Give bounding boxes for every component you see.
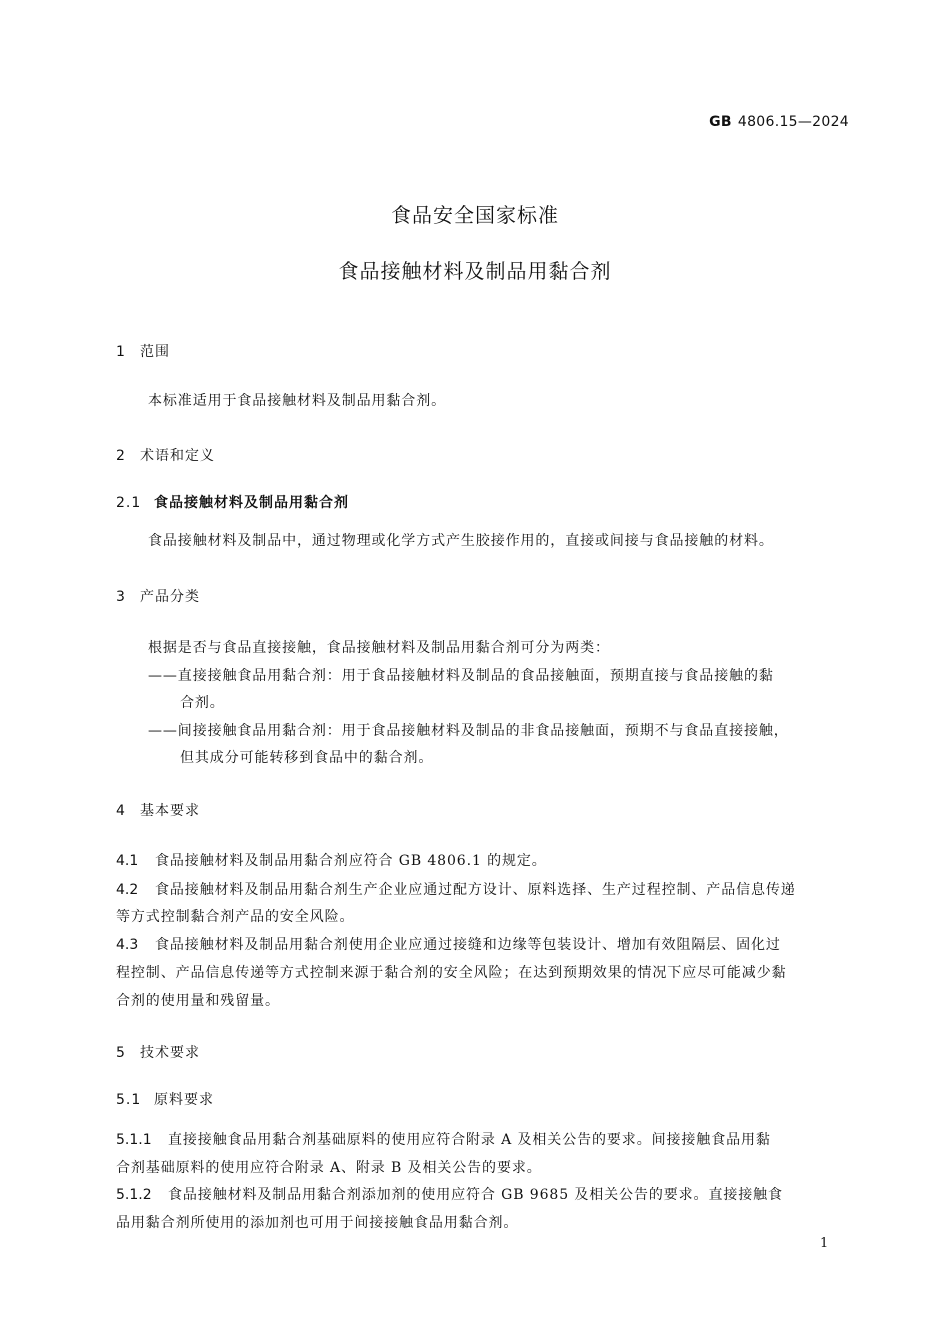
section-number: 2: [116, 448, 126, 464]
clause-5-1-1-line-2: 合剂基础原料的使用应符合附录 A、附录 B 及相关公告的要求。: [116, 1160, 542, 1176]
section-2-heading: [116, 445, 215, 465]
section-1-body: 本标准适用于食品接触材料及制品用黏合剂。: [148, 393, 446, 409]
section-number: 3: [116, 589, 126, 605]
section-number: 4: [116, 803, 126, 819]
standard-number: [709, 114, 849, 130]
section-title: 技术要求: [140, 1045, 200, 1061]
clause-4-3-line-2: 程控制、产品信息传递等方式控制来源于黏合剂的安全风险；在达到预期效果的情况下应尽可能减少黏: [116, 965, 787, 981]
section-title: 术语和定义: [140, 448, 215, 464]
clause-text: 直接接触食品用黏合剂基础原料的使用应符合附录 A 及相关公告的要求。间接接触食品用黏: [168, 1132, 771, 1148]
clause-text: 食品接触材料及制品用黏合剂使用企业应通过接缝和边缘等包装设计、增加有效阻隔层、固化过: [155, 937, 781, 953]
clause-text: 食品接触材料及制品用黏合剂生产企业应通过配方设计、原料选择、生产过程控制、产品信息传递: [155, 882, 796, 898]
section-title: 范围: [140, 344, 170, 360]
section-number: 5.1: [116, 1092, 142, 1108]
clause-4-3-line-3: 合剂的使用量和残留量。: [116, 993, 280, 1009]
section-1-heading: [116, 341, 170, 361]
list-item-direct-line-1: ——直接接触食品用黏合剂：用于食品接触材料及制品的食品接触面，预期直接与食品接触的黏: [148, 668, 774, 684]
clause-4-2-line-2: 等方式控制黏合剂产品的安全风险。: [116, 909, 355, 925]
standard-code: 4806.15—2024: [737, 114, 849, 130]
section-title: 基本要求: [140, 803, 200, 819]
section-5-1-heading: [116, 1089, 214, 1109]
sub-title: 食品接触材料及制品用黏合剂: [338, 259, 612, 283]
section-title: 产品分类: [140, 589, 200, 605]
section-number: 2.1: [116, 495, 142, 511]
clause-number: 5.1.1: [116, 1132, 152, 1148]
main-title: 食品安全国家标准: [391, 203, 559, 227]
section-title: 原料要求: [154, 1092, 214, 1108]
standard-prefix: GB: [709, 114, 732, 130]
clause-number: 4.3: [116, 937, 139, 953]
clause-5-1-1-line-1: [116, 1129, 771, 1149]
section-2-1-body: 食品接触材料及制品中，通过物理或化学方式产生胶接作用的，直接或间接与食品接触的材料。: [148, 533, 774, 549]
section-5-heading: [116, 1042, 200, 1062]
clause-5-1-2-line-1: [116, 1184, 783, 1204]
clause-number: 5.1.2: [116, 1187, 152, 1203]
clause-5-1-2-line-2: 品用黏合剂所使用的添加剂也可用于间接接触食品用黏合剂。: [116, 1215, 519, 1231]
section-4-heading: [116, 800, 200, 820]
clause-number: 4.1: [116, 853, 139, 869]
list-item-direct-line-2: 合剂。: [180, 695, 225, 711]
clause-4-2-line-1: [116, 879, 796, 899]
section-title: 食品接触材料及制品用黏合剂: [154, 495, 349, 511]
section-number: 5: [116, 1045, 126, 1061]
section-3-intro: 根据是否与食品直接接触，食品接触材料及制品用黏合剂可分为两类：: [148, 640, 610, 656]
list-item-indirect-line-2: 但其成分可能转移到食品中的黏合剂。: [180, 750, 434, 766]
section-3-heading: [116, 586, 200, 606]
clause-number: 4.2: [116, 882, 139, 898]
section-number: 1: [116, 344, 126, 360]
clause-4-3-line-1: [116, 934, 781, 954]
clause-text: 食品接触材料及制品用黏合剂添加剂的使用应符合 GB 9685 及相关公告的要求。直接接触食: [168, 1187, 783, 1203]
section-2-1-heading: [116, 492, 349, 512]
page-number: 1: [820, 1236, 829, 1251]
list-item-indirect-line-1: ——间接接触食品用黏合剂：用于食品接触材料及制品的非食品接触面，预期不与食品直接接触，: [148, 723, 789, 739]
clause-4-1: [116, 850, 547, 870]
clause-text: 食品接触材料及制品用黏合剂应符合 GB 4806.1 的规定。: [155, 853, 547, 869]
